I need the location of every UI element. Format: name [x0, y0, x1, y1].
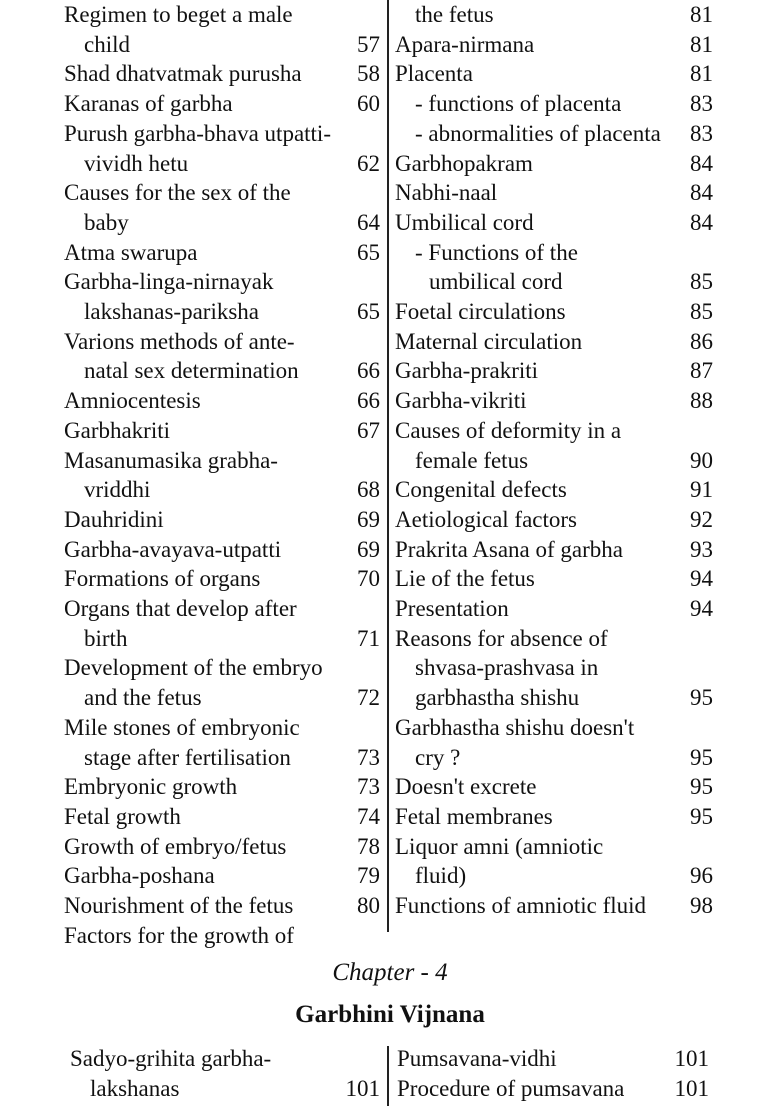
toc-page-number: 90 [690, 447, 713, 473]
toc-entry [395, 238, 713, 297]
toc-entry [64, 119, 380, 178]
toc-entry-title: Pumsavana-vidhi 101 [397, 1044, 709, 1074]
toc-entry [395, 594, 713, 624]
toc-entry-title: Formations of organs 70 [64, 564, 380, 594]
chapter-heading: Chapter - 4 [332, 959, 448, 986]
toc-entry-title: birth 71 [64, 624, 380, 654]
toc-page-number: 93 [690, 536, 713, 562]
toc-entry-title: cry ? 95 [395, 743, 713, 773]
toc-entry [395, 386, 713, 416]
toc-page-number: 84 [690, 150, 713, 176]
toc-entry-title: Development of the embryo [64, 655, 323, 681]
toc-page-number: 73 [357, 744, 380, 770]
toc-entry-title: Organs that develop after [64, 596, 297, 622]
toc-entry [395, 297, 713, 327]
toc-page-number: 87 [690, 358, 713, 384]
toc-entry-title: shvasa-prashvasa in [415, 655, 599, 681]
toc-entry-title: Garbhopakram 84 [395, 149, 713, 179]
toc-entry-title: Maternal circulation 86 [395, 327, 713, 357]
toc-entry-title: Regimen to beget a male [64, 2, 293, 27]
toc-entry-title: Embryonic growth 73 [64, 772, 380, 802]
toc-entry [395, 564, 713, 594]
toc-entry-title: the fetus 81 [395, 0, 713, 30]
toc-entry [395, 535, 713, 565]
toc-entry-title: garbhastha shishu 95 [395, 683, 713, 713]
toc-page-number: 78 [357, 833, 380, 859]
toc-entry-title: Mile stones of embryonic [64, 714, 300, 740]
toc-page-number: 85 [690, 269, 713, 295]
toc-page-number: 81 [690, 2, 713, 27]
toc-entry-title: lakshanas-pariksha 65 [64, 297, 380, 327]
toc-entry-title: Fetal membranes 95 [395, 802, 713, 832]
toc-page-number: 101 [674, 1075, 709, 1101]
toc-entry-title: Nabhi-naal 84 [395, 178, 713, 208]
toc-entry-title: fluid) 96 [395, 861, 713, 891]
toc-entry-title: and the fetus 72 [64, 683, 380, 713]
toc-entry [64, 713, 380, 772]
toc-page-number: 67 [357, 417, 380, 443]
toc-page-number: 81 [690, 31, 713, 57]
toc-page-number: 101 [345, 1075, 380, 1101]
toc-entry [395, 624, 713, 713]
toc-entry-title: Sadyo-grihita garbha- [70, 1046, 272, 1071]
toc-entry [64, 0, 380, 59]
toc-entry-title: vividh hetu 62 [64, 149, 380, 179]
toc-page-number: 95 [690, 685, 713, 711]
toc-entry [64, 564, 380, 594]
toc-entry [395, 59, 713, 89]
toc-page-number: 95 [690, 803, 713, 829]
toc-page-number: 70 [357, 566, 380, 592]
toc-entry [395, 832, 713, 891]
toc-entry [395, 505, 713, 535]
toc-entry-title: Umbilical cord 84 [395, 208, 713, 238]
toc-page-number: 84 [690, 209, 713, 235]
toc-page-number: 65 [357, 239, 380, 265]
toc-entry-title: Placenta 81 [395, 59, 713, 89]
toc-entry [64, 505, 380, 535]
toc-page-number: 64 [357, 209, 380, 235]
toc-left-column [64, 0, 380, 951]
toc-entry [64, 446, 380, 505]
toc-entry-title: Lie of the fetus 94 [395, 564, 713, 594]
toc-entry [70, 1044, 380, 1103]
toc-entry [395, 772, 713, 802]
toc-page-number: 69 [357, 536, 380, 562]
toc-entry [64, 802, 380, 832]
toc-entry-title: Presentation 94 [395, 594, 713, 624]
toc-page-number: 66 [357, 358, 380, 384]
toc-entry [64, 327, 380, 386]
toc-entry-title: Procedure of pumsavana 101 [397, 1074, 709, 1104]
toc-entry-title: Garbha-prakriti 87 [395, 356, 713, 386]
toc-entry-title: Apara-nirmana 81 [395, 30, 713, 60]
toc-entry-title: vriddhi 68 [64, 475, 380, 505]
toc-page-number: 91 [690, 477, 713, 503]
toc-entry-title: Varions methods of ante- [64, 328, 295, 354]
toc-entry-title: Shad dhatvatmak purusha 58 [64, 59, 380, 89]
toc-entry-title: - functions of placenta 83 [395, 89, 713, 119]
toc-entry [395, 416, 713, 475]
toc-entry-title: Garbha-poshana 79 [64, 861, 380, 891]
toc-page-number: 73 [357, 774, 380, 800]
toc-entry [64, 59, 380, 89]
toc-entry-title: umbilical cord 85 [395, 267, 713, 297]
toc-entry [395, 475, 713, 505]
column-divider-bottom [387, 1046, 389, 1106]
toc-entry [395, 356, 713, 386]
toc-entry-title: Growth of embryo/fetus 78 [64, 832, 380, 862]
toc-entry-title: Atma swarupa 65 [64, 238, 380, 268]
toc-entry-title: Garbha-vikriti 88 [395, 386, 713, 416]
toc-entry-title: Factors for the growth of [64, 922, 294, 948]
toc-entry [64, 772, 380, 802]
toc-page-number: 88 [690, 388, 713, 414]
toc-entry-title: Garbhakriti 67 [64, 416, 380, 446]
toc-bottom-right-column [397, 1044, 709, 1103]
toc-page-number: 60 [357, 91, 380, 117]
toc-bottom-left-column [70, 1044, 380, 1103]
toc-entry [395, 802, 713, 832]
toc-page-number: 101 [674, 1046, 709, 1071]
toc-page-number: 86 [690, 328, 713, 354]
toc-entry-title: Doesn't excrete 95 [395, 772, 713, 802]
toc-page-number: 85 [690, 299, 713, 325]
toc-page-number: 79 [357, 863, 380, 889]
toc-entry-title: Functions of amniotic fluid 98 [395, 891, 713, 921]
toc-entry [395, 327, 713, 357]
toc-entry [395, 30, 713, 60]
toc-entry-title: child 57 [64, 30, 380, 60]
toc-entry-title: baby 64 [64, 208, 380, 238]
toc-entry-title: natal sex determination 66 [64, 356, 380, 386]
toc-entry-title: Karanas of garbha 60 [64, 89, 380, 119]
toc-entry-title: Purush garbha-bhava utpatti- [64, 120, 331, 146]
toc-entry-title: Prakrita Asana of garbha 93 [395, 535, 713, 565]
toc-entry-title: Liquor amni (amniotic [395, 833, 604, 859]
toc-entry [395, 119, 713, 149]
toc-entry [64, 861, 380, 891]
toc-entry [64, 921, 380, 951]
toc-entry-title: lakshanas 101 [70, 1074, 380, 1104]
toc-page-number: 94 [690, 566, 713, 592]
toc-entry-title: Causes for the sex of the [64, 180, 291, 206]
toc-entry [397, 1074, 709, 1104]
toc-entry-title: Foetal circulations 85 [395, 297, 713, 327]
toc-entry [395, 89, 713, 119]
toc-entry-title: stage after fertilisation 73 [64, 743, 380, 773]
toc-entry [395, 0, 713, 30]
toc-entry [64, 238, 380, 268]
toc-entry-title: Fetal growth 74 [64, 802, 380, 832]
toc-entry [64, 89, 380, 119]
toc-entry [395, 208, 713, 238]
toc-entry [395, 713, 713, 772]
toc-entry [395, 891, 713, 921]
toc-entry [397, 1044, 709, 1074]
toc-page-number: 65 [357, 299, 380, 325]
toc-entry [395, 149, 713, 179]
toc-entry [64, 416, 380, 446]
toc-page-number: 80 [357, 893, 380, 919]
toc-entry-title: Causes of deformity in a [395, 417, 622, 443]
toc-page-number: 84 [690, 180, 713, 206]
toc-page-number: 96 [690, 863, 713, 889]
toc-page-number: 95 [690, 774, 713, 800]
toc-page-number: 74 [357, 803, 380, 829]
toc-entry [64, 267, 380, 326]
toc-entry-title: Reasons for absence of [395, 625, 608, 651]
toc-page-number: 83 [690, 120, 713, 146]
chapter-title: Garbhini Vijnana [295, 1001, 485, 1028]
toc-page-number: 58 [357, 61, 380, 87]
toc-entry-title: Dauhridini 69 [64, 505, 380, 535]
toc-entry-title: Garbha-avayava-utpatti 69 [64, 535, 380, 565]
toc-page-number: 66 [357, 388, 380, 414]
toc-entry-title: female fetus 90 [395, 446, 713, 476]
toc-entry-title: - Functions of the [415, 239, 578, 265]
toc-page-number: 94 [690, 596, 713, 622]
toc-page-number: 98 [690, 893, 713, 919]
toc-entry [64, 386, 380, 416]
toc-entry [64, 653, 380, 712]
toc-page-number: 72 [357, 685, 380, 711]
toc-page-number: 83 [690, 91, 713, 117]
toc-page-number: 95 [690, 744, 713, 770]
toc-entry [395, 178, 713, 208]
toc-entry-title: Amniocentesis 66 [64, 386, 380, 416]
toc-entry [64, 594, 380, 653]
column-divider [387, 0, 389, 932]
toc-entry-title: Congenital defects 91 [395, 475, 713, 505]
toc-entry [64, 535, 380, 565]
toc-entry [64, 891, 380, 921]
toc-page-number: 71 [357, 625, 380, 651]
toc-page-number: 57 [357, 31, 380, 57]
toc-entry [64, 178, 380, 237]
toc-entry-title: Nourishment of the fetus 80 [64, 891, 380, 921]
toc-page-number: 68 [357, 477, 380, 503]
toc-entry-title: Garbhastha shishu doesn't [395, 714, 635, 740]
toc-page-number: 81 [690, 61, 713, 87]
toc-entry-title: Masanumasika grabha- [64, 447, 278, 473]
toc-page-number: 92 [690, 506, 713, 532]
toc-entry-title: Aetiological factors 92 [395, 505, 713, 535]
toc-page-number: 62 [357, 150, 380, 176]
toc-page-number: 69 [357, 506, 380, 532]
toc-entry-title: Garbha-linga-nirnayak [64, 269, 274, 295]
toc-entry [64, 832, 380, 862]
toc-right-column [395, 0, 713, 921]
toc-entry-title: - abnormalities of placenta 83 [395, 119, 713, 149]
